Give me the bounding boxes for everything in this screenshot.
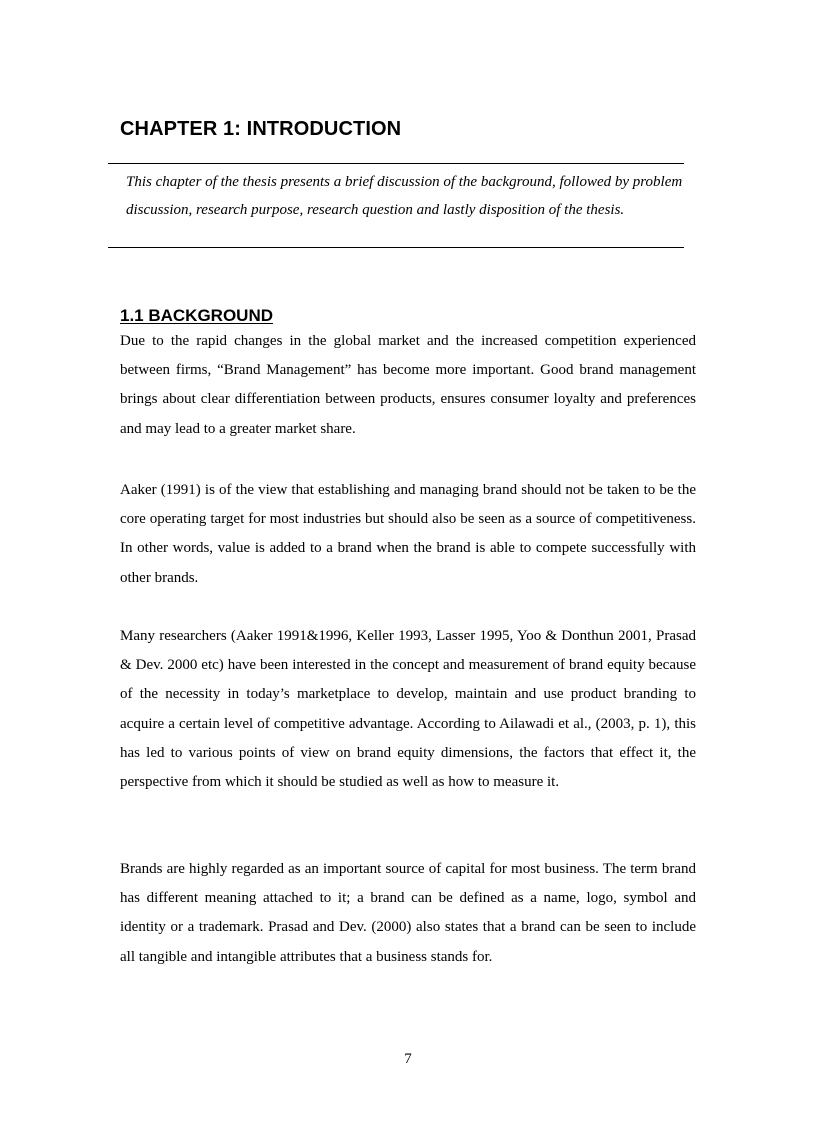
body-paragraph: Many researchers (Aaker 1991&1996, Keller 1993, Lasser 1995, Yoo & Donthun 2001, Prasad & Dev. 2000 etc) have been interested in the concept and measurement of brand equity because of the necessity in today’s marketplace to develop, maintain and use product branding to acquire a certain level of competitive advantage. According to Ailawadi et al., (2003, p. 1), this has led to various points of view on brand equity dimensions, the factors that effect it, the perspective from which it should be studied as well as how to measure it.	[120, 628, 696, 791]
chapter-title: CHAPTER 1: INTRODUCTION	[120, 118, 402, 140]
abstract-bottom-rule	[108, 247, 684, 248]
section-heading: 1.1 BACKGROUND	[120, 306, 274, 325]
body-paragraph: Due to the rapid changes in the global market and the increased competition experienced between firms, “Brand Management” has become more important. Good brand management brings about clear differentiation between products, ensures consumer loyalty and preferences and may lead to a greater market share.	[120, 333, 696, 437]
body-paragraph: Brands are highly regarded as an important source of capital for most business. The term brand has different meaning attached to it; a brand can be defined as a name, logo, symbol and identity or a trademark. Prasad and Dev. (2000) also states that a brand can be seen to include all tangible and intangible attributes that a business stands for.	[120, 861, 696, 965]
page-number: 7	[404, 1051, 412, 1067]
abstract-top-rule	[108, 163, 684, 164]
body-paragraph: Aaker (1991) is of the view that establishing and managing brand should not be taken to be the core operating target for most industries but should also be seen as a source of competitiveness. In other words, value is added to a brand when the brand is able to compete successfully with other brands.	[120, 482, 696, 586]
chapter-abstract: This chapter of the thesis presents a brief discussion of the background, followed by problem discussion, research purpose, research question and lastly disposition of the thesis.	[126, 174, 683, 218]
